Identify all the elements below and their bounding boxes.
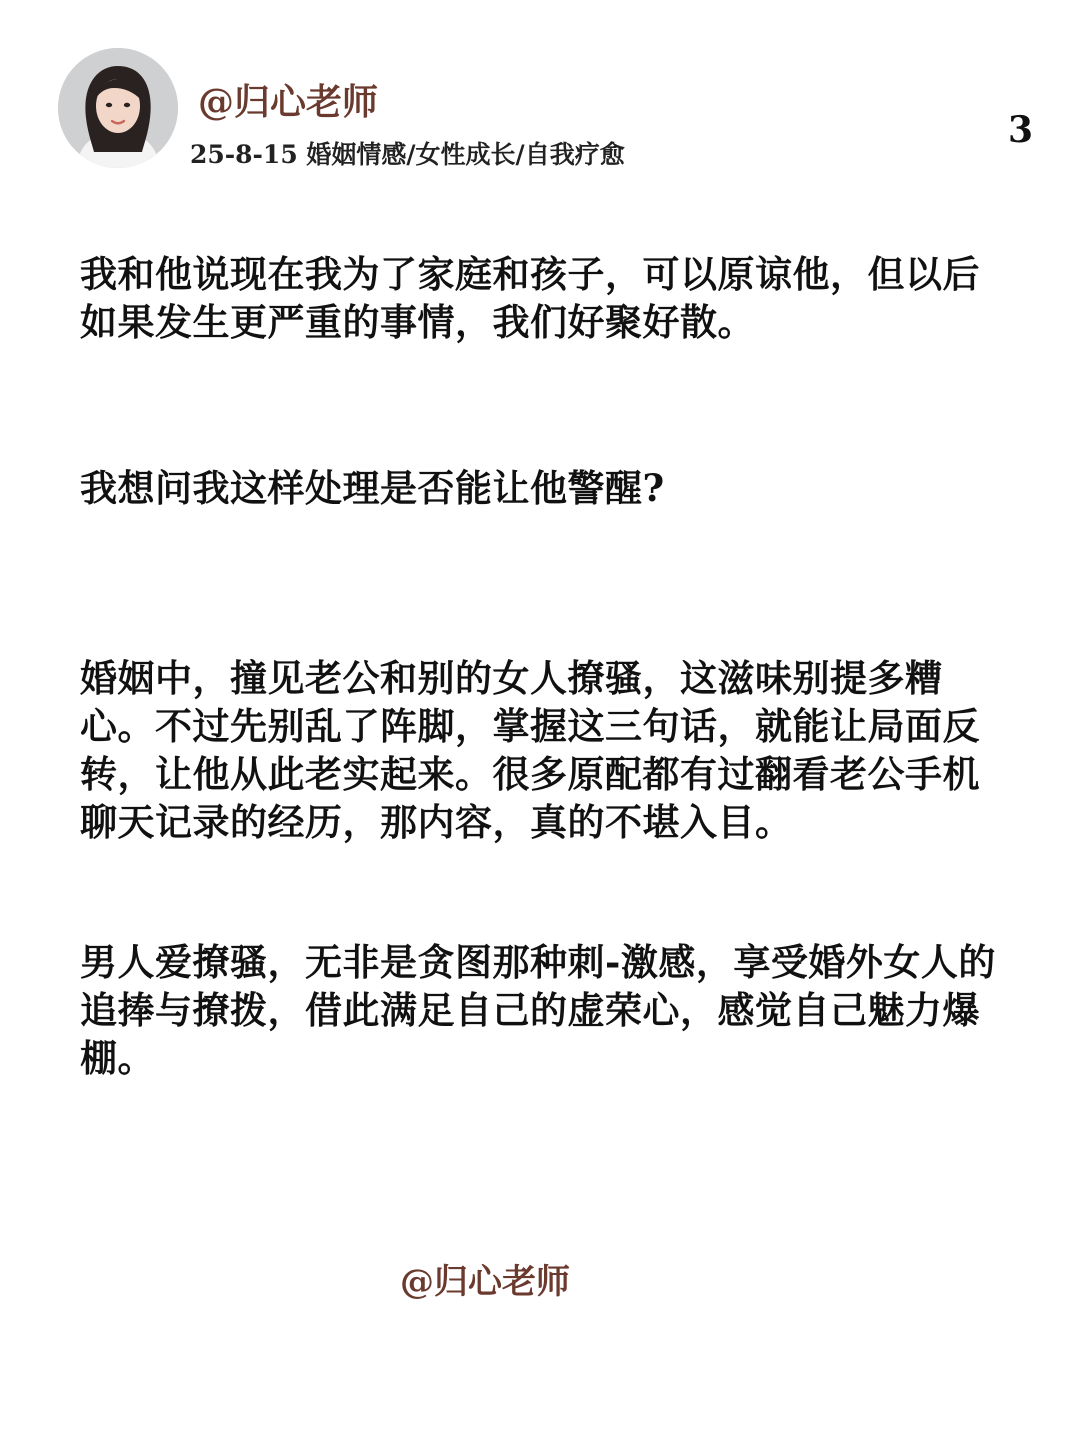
author-avatar[interactable] <box>58 48 178 168</box>
page-number: 3 <box>1008 109 1034 151</box>
paragraph: 我和他说现在我为了家庭和孩子，可以原谅他，但以后如果发生更严重的事情，我们好聚好散。 <box>80 252 980 344</box>
watermark <box>0 1260 1080 1304</box>
paragraph: 婚姻中，撞见老公和别的女人撩骚，这滋味别提多糟心。不过先别乱了阵脚，掌握这三句话，就能让局面反转，让他从此老实起来。很多原配都有过翻看老公手机聊天记录的经历，那内容，真的不堪入目。 <box>80 656 980 844</box>
paragraph-spacer <box>80 846 1010 938</box>
author-handle[interactable]: @归心老师 <box>198 81 379 123</box>
post-header <box>58 48 1034 178</box>
watermark-text: @归心老师 <box>400 1262 570 1302</box>
paragraph-spacer <box>80 512 1010 654</box>
avatar-portrait-icon <box>58 48 178 168</box>
post-body <box>80 250 1010 1082</box>
paragraph-spacer <box>80 346 1010 464</box>
paragraph: 男人爱撩骚，无非是贪图那种刺-激感，享受婚外女人的追捧与撩拨，借此满足自己的虚荣心，感觉自己魅力爆棚。 <box>80 940 996 1080</box>
post-meta: 25-8-15 婚姻情感/女性成长/自我疗愈 <box>190 140 625 169</box>
paragraph: 我想问我这样处理是否能让他警醒? <box>80 466 665 510</box>
